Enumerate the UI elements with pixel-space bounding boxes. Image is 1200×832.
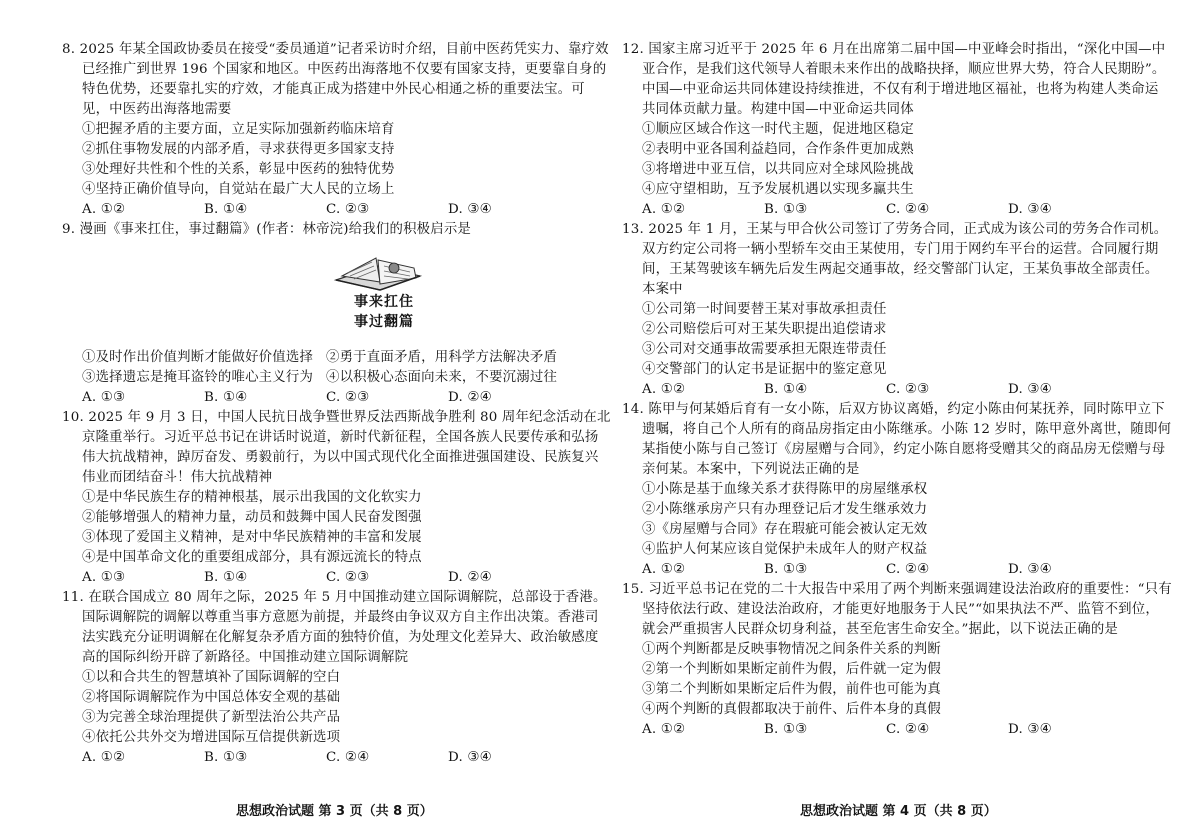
question-11-option-3: ③为完善全球治理提供了新型法治公共产品 <box>82 710 341 725</box>
choice-b: B. ①④ <box>204 202 248 217</box>
question-14 <box>622 400 1172 580</box>
question-9-options-row-2 <box>82 368 612 388</box>
choice-b: B. ①③ <box>204 750 248 765</box>
question-13 <box>622 220 1172 400</box>
choice-d: D. ③④ <box>448 202 492 217</box>
choice-a: A. ①② <box>82 750 126 765</box>
question-9-option-4: ④以积极心态面向未来，不要沉溺过往 <box>326 370 558 385</box>
question-14-option-1: ①小陈是基于血缘关系才获得陈甲的房屋继承权 <box>642 482 928 497</box>
notebook-drawing <box>330 246 426 294</box>
question-10-stem: 10. 2025 年 9 月 3 日，中国人民抗日战争暨世界反法西斯战争胜利 80 周年纪念活动在北京隆重举行。习近平总书记在讲话时说道，新时代新征程，全国各族人民要传承和弘扬伟大抗战精神，踔厉奋发、勇毅前行，为以中国式现代化全面推进强国建设、民族复兴伟业而团结奋斗！伟大抗战精神 <box>62 410 611 485</box>
question-10-option-1: ①是中华民族生存的精神根基，展示出我国的文化软实力 <box>82 490 422 505</box>
cartoon-caption-top: 事来扛住 <box>354 294 414 310</box>
question-9-option-2: ②勇于直面矛盾，用科学方法解决矛盾 <box>326 350 558 365</box>
question-13-option-2: ②公司赔偿后可对王某失职提出追偿请求 <box>642 322 887 337</box>
choice-a: A. ①③ <box>82 390 126 405</box>
choice-b: B. ①④ <box>204 390 248 405</box>
choice-c: C. ②④ <box>886 562 930 577</box>
question-13-stem: 13. 2025 年 1 月，王某与甲合伙公司签订了劳务合同，正式成为该公司的劳务合作司机。双方约定公司将一辆小型轿车交由王某使用，专门用于网约车平台的运营。合同履行期间，王某驾驶该车辆先后发生两起交通事故，经交警部门认定，王某负事故全部责任。本案中 <box>622 222 1168 297</box>
question-8-option-1: ①把握矛盾的主要方面，立足实际加强新药临床培育 <box>82 122 395 137</box>
question-9-option-3: ③选择遗忘是掩耳盗铃的唯心主义行为 <box>82 370 314 385</box>
choice-a: A. ①② <box>642 722 686 737</box>
question-15 <box>622 580 1172 740</box>
question-13-option-4: ④交警部门的认定书是证据中的鉴定意见 <box>642 362 887 377</box>
choice-a: A. ①② <box>642 562 686 577</box>
choice-d: D. ③④ <box>1008 202 1052 217</box>
question-15-option-1: ①两个判断都是反映事物情况之间条件关系的判断 <box>642 642 941 657</box>
question-10-choices <box>82 568 612 588</box>
question-13-choices <box>642 380 1172 400</box>
question-8-option-4: ④坚持正确价值导向，自觉站在最广大人民的立场上 <box>82 182 395 197</box>
choice-c: C. ②④ <box>886 722 930 737</box>
question-13-option-1: ①公司第一时间要替王某对事故承担责任 <box>642 302 887 317</box>
question-14-option-4: ④监护人何某应该自觉保护未成年人的财产权益 <box>642 542 928 557</box>
choice-b: B. ①③ <box>764 722 808 737</box>
choice-d: D. ③④ <box>1008 722 1052 737</box>
right-page-column <box>622 40 1172 740</box>
question-15-option-2: ②第一个判断如果断定前件为假，后件就一定为假 <box>642 662 941 677</box>
page-footer-left: 思想政治试题 第 3 页（共 8 页） <box>236 804 433 819</box>
question-10 <box>62 408 612 588</box>
choice-a: A. ①③ <box>82 570 126 585</box>
question-11-option-4: ④依托公共外交为增进国际互信提供新选项 <box>82 730 341 745</box>
question-12-choices <box>642 200 1172 220</box>
question-15-choices <box>642 720 1172 740</box>
question-8 <box>62 40 612 220</box>
cartoon-image <box>330 246 426 342</box>
question-14-option-3: ③《房屋赠与合同》存在瑕疵可能会被认定无效 <box>642 522 928 537</box>
choice-a: A. ①② <box>642 382 686 397</box>
question-12-option-4: ④应守望相助，互予发展机遇以实现多赢共生 <box>642 182 914 197</box>
question-14-choices <box>642 560 1172 580</box>
question-9-option-1: ①及时作出价值判断才能做好价值选择 <box>82 350 314 365</box>
question-11-option-2: ②将国际调解院作为中国总体安全观的基础 <box>82 690 341 705</box>
question-12-option-3: ③将增进中亚互信，以共同应对全球风险挑战 <box>642 162 914 177</box>
question-10-option-2: ②能够增强人的精神力量，动员和鼓舞中国人民奋发图强 <box>82 510 422 525</box>
choice-d: D. ②④ <box>448 570 492 585</box>
question-11-option-1: ①以和合共生的智慧填补了国际调解的空白 <box>82 670 341 685</box>
choice-c: C. ②③ <box>326 202 370 217</box>
choice-d: D. ③④ <box>1008 382 1052 397</box>
question-9-stem: 9. 漫画《事来扛住，事过翻篇》(作者：林帝浣)给我们的积极启示是 <box>62 222 472 237</box>
question-8-stem: 8. 2025 年某全国政协委员在接受“委员通道”记者采访时介绍，目前中医药凭实力、靠疗效已经推广到世界 196 个国家和地区。中医药出海落地不仅要有国家支持，更要靠自身的特色优势，还要靠扎实的疗效，才能真正成为搭建中外民心相通之桥的重要法宝。可见，中医药出海落地需要 <box>62 42 609 117</box>
choice-b: B. ①④ <box>204 570 248 585</box>
question-15-option-3: ③第二个判断如果断定后件为假，前件也可能为真 <box>642 682 941 697</box>
choice-b: B. ①④ <box>764 382 808 397</box>
choice-a: A. ①② <box>82 202 126 217</box>
question-9 <box>62 220 612 408</box>
choice-b: B. ①③ <box>764 202 808 217</box>
question-15-stem: 15. 习近平总书记在党的二十大报告中采用了两个判断来强调建设法治政府的重要性：“只有坚持依法行政、建设法治政府，才能更好地服务于人民”“如果执法不严、监管不到位，就会严重损害人民群众切身利益，甚至危害生命安全。”据此，以下说法正确的是 <box>622 582 1172 637</box>
choice-d: D. ③④ <box>448 750 492 765</box>
question-9-choices <box>82 388 612 408</box>
question-11-choices <box>82 748 612 768</box>
question-8-option-3: ③处理好共性和个性的关系，彰显中医药的独特优势 <box>82 162 395 177</box>
question-14-stem: 14. 陈甲与何某婚后育有一女小陈，后双方协议离婚，约定小陈由何某抚养，同时陈甲立下遗嘱，将自己个人所有的商品房指定由小陈继承。小陈 12 岁时，陈甲意外离世，随即何某指使小陈与自己签订《房屋赠与合同》，约定小陈自愿将受赠其父的商品房无偿赠与母亲何某。本案中，下列说法正确的是 <box>622 402 1172 477</box>
question-14-option-2: ②小陈继承房产只有办理登记后才发生继承效力 <box>642 502 928 517</box>
choice-d: D. ③④ <box>1008 562 1052 577</box>
cartoon-caption-bottom: 事过翻篇 <box>354 314 414 330</box>
question-8-option-2: ②抓住事物发展的内部矛盾，寻求获得更多国家支持 <box>82 142 395 157</box>
question-12-stem: 12. 国家主席习近平于 2025 年 6 月在出席第二届中国—中亚峰会时指出，“深化中国—中亚合作，是我们这代领导人着眼未来作出的战略抉择，顺应世界大势，符合人民期盼”。中国—中亚命运共同体建设持续推进，不仅有利于增进地区福祉，也将为构建人类命运共同体贡献力量。构建中国—中亚命运共同体 <box>622 42 1166 117</box>
question-10-option-3: ③体现了爱国主义精神，是对中华民族精神的丰富和发展 <box>82 530 422 545</box>
question-9-options-row-1 <box>82 348 612 368</box>
choice-c: C. ②③ <box>886 382 930 397</box>
question-12-option-2: ②表明中亚各国利益趋同，合作条件更加成熟 <box>642 142 914 157</box>
question-11-stem: 11. 在联合国成立 80 周年之际，2025 年 5 月中国推动建立国际调解院，总部设于香港。国际调解院的调解以尊重当事方意愿为前提，并最终由争议双方自主作出决策。香港司法实践充分证明调解在化解复杂矛盾方面的独特价值，为处理文化差异大、政治敏感度高的国际纠纷开辟了新路径。中国推动建立国际调解院 <box>62 590 607 665</box>
choice-c: C. ②④ <box>326 750 370 765</box>
left-page-column <box>62 40 612 768</box>
choice-b: B. ①③ <box>764 562 808 577</box>
question-12-option-1: ①顺应区域合作这一时代主题，促进地区稳定 <box>642 122 914 137</box>
question-12 <box>622 40 1172 220</box>
question-11 <box>62 588 612 768</box>
question-8-choices <box>82 200 612 220</box>
choice-c: C. ②④ <box>886 202 930 217</box>
choice-c: C. ②③ <box>326 390 370 405</box>
choice-d: D. ②④ <box>448 390 492 405</box>
question-13-option-3: ③公司对交通事故需要承担无限连带责任 <box>642 342 887 357</box>
page-footer-right: 思想政治试题 第 4 页（共 8 页） <box>800 804 997 819</box>
question-10-option-4: ④是中国革命文化的重要组成部分，具有源远流长的特点 <box>82 550 422 565</box>
choice-a: A. ①② <box>642 202 686 217</box>
question-15-option-4: ④两个判断的真假都取决于前件、后件本身的真假 <box>642 702 941 717</box>
choice-c: C. ②③ <box>326 570 370 585</box>
